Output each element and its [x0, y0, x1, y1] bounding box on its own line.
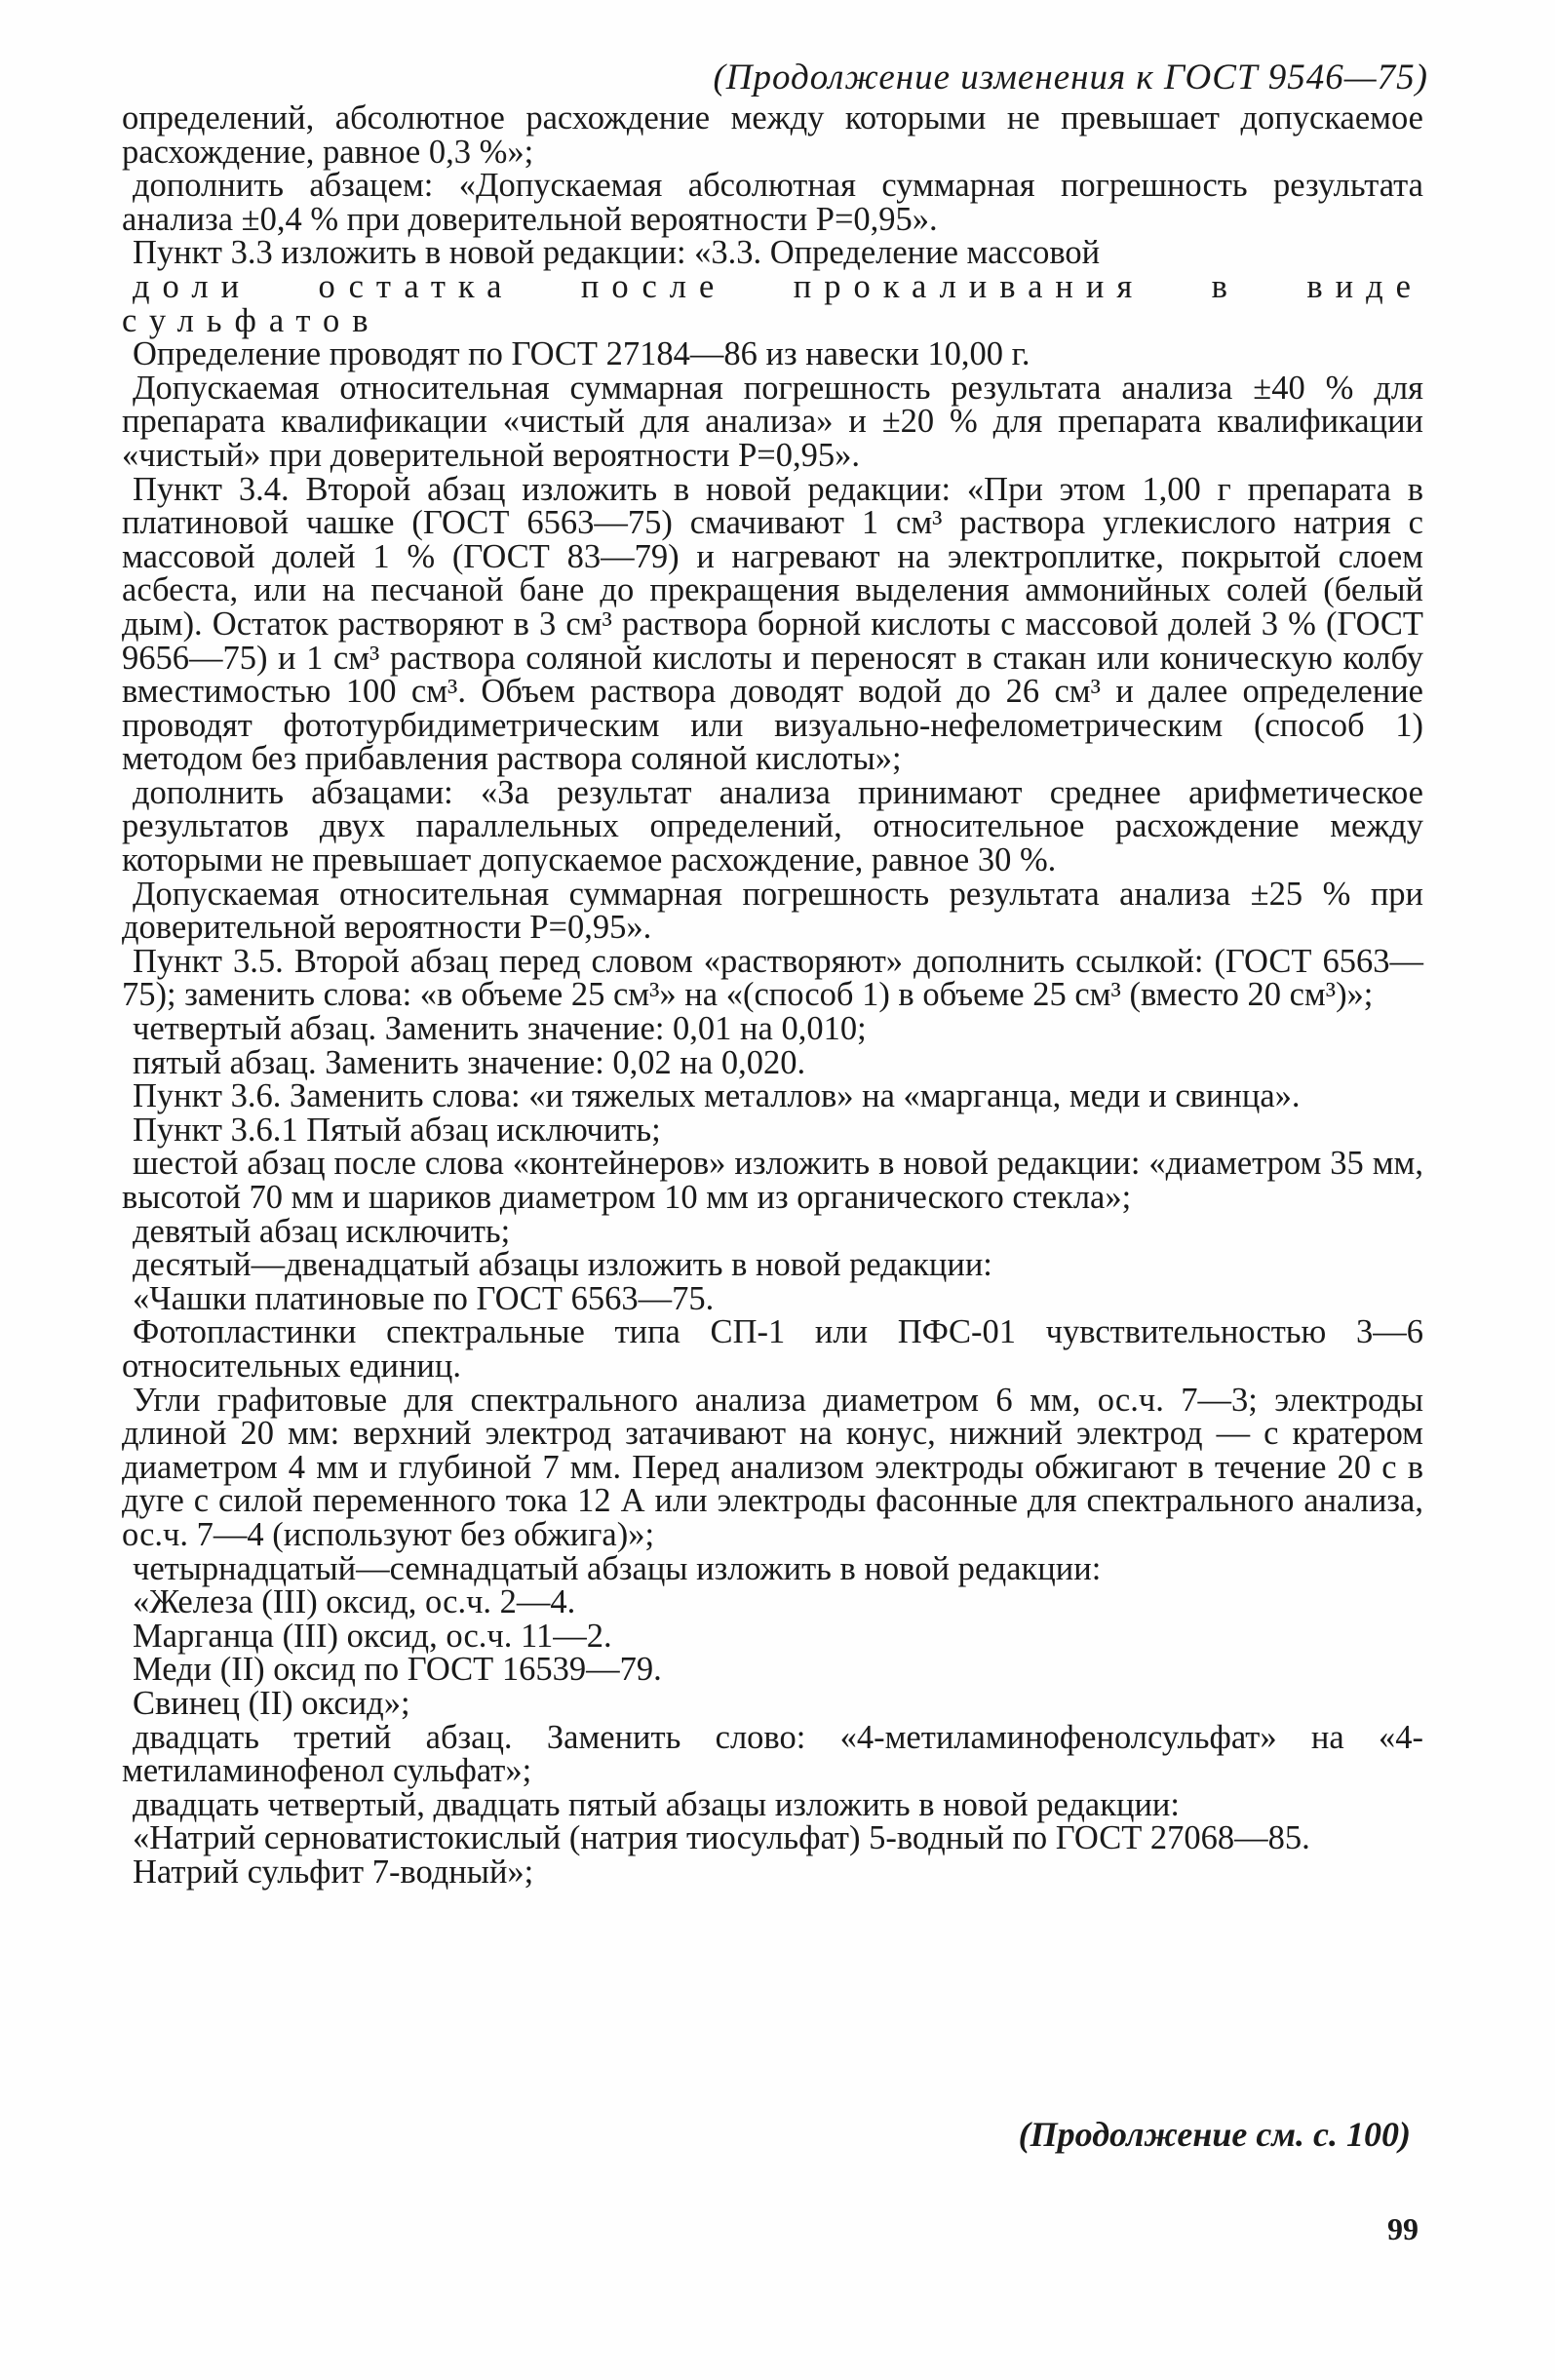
paragraph: девятый абзац исключить; — [133, 1212, 511, 1250]
paragraph: Пункт 3.6.1 Пятый абзац исключить; — [133, 1111, 661, 1149]
paragraph: «Чашки платиновые по ГОСТ 6563—75. — [133, 1279, 715, 1317]
paragraph: Допускаемая относительная суммарная погрешность результата анализа ±25 % при доверительной вероятности P=0,95». — [122, 875, 1423, 947]
paragraph: шестой абзац после слова «контейнеров» изложить в новой редакции: «диаметром 35 мм, высотой 70 мм и шариков диаметром 10 мм из органического стекла»; — [122, 1145, 1423, 1216]
paragraph: Меди (II) оксид по ГОСТ 16539—79. — [133, 1651, 662, 1689]
paragraph: Фотопластинки спектральные типа СП-1 или ПФС-01 чувствительностью 3—6 относительных единиц. — [122, 1313, 1423, 1385]
page-number: 99 — [1387, 2211, 1419, 2246]
paragraph: «Железа (III) оксид, ос.ч. 2—4. — [133, 1583, 576, 1621]
paragraph: Пункт 3.4. Второй абзац изложить в новой редакции: «При этом 1,00 г препарата в платиновой чашке (ГОСТ 6563—75) смачивают 1 см³ раствора углекислого натрия с массовой долей 1 % (ГОСТ 83—79) и нагревают на электроплитке, покрытой слоем асбеста, или на песчаной бане до прекращения выделения аммонийных солей (белый дым). Остаток растворяют в 3 см³ раствора борной кислоты с массовой долей 3 % (ГОСТ 9656—75) и 1 см³ раствора соляной кислоты и переносят в стакан или коническую колбу вместимостью 100 см³. Объем раствора доводят водой до 26 см³ и далее определение проводят фототурбидиметрическим или визуально-нефелометрическим (способ 1) методом без прибавления раствора соляной кислоты»; — [122, 470, 1423, 778]
paragraph: Пункт 3.3 изложить в новой редакции: «3.3. Определение массовой — [133, 234, 1101, 272]
paragraph: Пункт 3.6. Заменить слова: «и тяжелых металлов» на «марганца, меди и свинца». — [133, 1077, 1301, 1115]
paragraph: Марганца (III) оксид, ос.ч. 11—2. — [133, 1617, 612, 1655]
paragraph: дополнить абзацами: «За результат анализа принимают среднее арифметическое результатов двух параллельных определений, относительное расхождение между которыми не превышает допускаемое расхождение, равное 30 %. — [122, 773, 1423, 879]
paragraph: двадцать четвертый, двадцать пятый абзацы изложить в новой редакции: — [133, 1785, 1180, 1823]
section-heading: доли остатка после прокаливания в виде сульфатов — [122, 267, 1423, 339]
continuation-note: (Продолжение см. с. 100) — [1018, 2115, 1411, 2154]
paragraph: определений, абсолютное расхождение между которыми не превышает допускаемое расхождение, равное 0,3 %»; — [122, 99, 1423, 171]
paragraph: Пункт 3.5. Второй абзац перед словом «растворяют» дополнить ссылкой: (ГОСТ 6563—75); заменить слова: «в объеме 25 см³» на «(способ 1) в объеме 25 см³ (вместо 20 см³)»; — [122, 942, 1423, 1014]
body-text — [122, 101, 1423, 1889]
paragraph: «Натрий серноватистокислый (натрия тиосульфат) 5-водный по ГОСТ 27068—85. — [133, 1819, 1310, 1857]
paragraph: пятый абзац. Заменить значение: 0,02 на 0,020. — [133, 1043, 806, 1081]
paragraph: десятый—двенадцатый абзацы изложить в новой редакции: — [133, 1246, 992, 1284]
paragraph: Допускаемая относительная суммарная погрешность результата анализа ±40 % для препарата квалификации «чистый для анализа» и ±20 % для препарата квалификации «чистый» при доверительной вероятности P=0,95». — [122, 369, 1423, 474]
paragraph: двадцать третий абзац. Заменить слово: «4-метиламинофенолсульфат» на «4-метиламинофенол сульфат»; — [122, 1718, 1423, 1790]
paragraph: Натрий сульфит 7-водный»; — [133, 1853, 534, 1891]
paragraph: Угли графитовые для спектрального анализа диаметром 6 мм, ос.ч. 7—3; электроды длиной 20 мм: верхний электрод затачивают на конус, нижний электрод — с кратером диаметром 4 мм и глубиной 7 мм. Перед анализом электроды обжигают в течение 20 с в дуге с силой переменного тока 12 А или электроды фасонные для спектрального анализа, ос.ч. 7—4 (используют без обжига)»; — [122, 1381, 1423, 1553]
page-header: (Продолжение изменения к ГОСТ 9546—75) — [713, 58, 1428, 98]
paragraph: Свинец (II) оксид»; — [133, 1684, 410, 1722]
paragraph: Определение проводят по ГОСТ 27184—86 из навески 10,00 г. — [133, 335, 1030, 373]
paragraph: четвертый абзац. Заменить значение: 0,01 на 0,010; — [133, 1010, 867, 1048]
paragraph: дополнить абзацем: «Допускаемая абсолютная суммарная погрешность результата анализа ±0,4 % при доверительной вероятности P=0,95». — [122, 167, 1423, 238]
paragraph: четырнадцатый—семнадцатый абзацы изложить в новой редакции: — [133, 1549, 1102, 1587]
